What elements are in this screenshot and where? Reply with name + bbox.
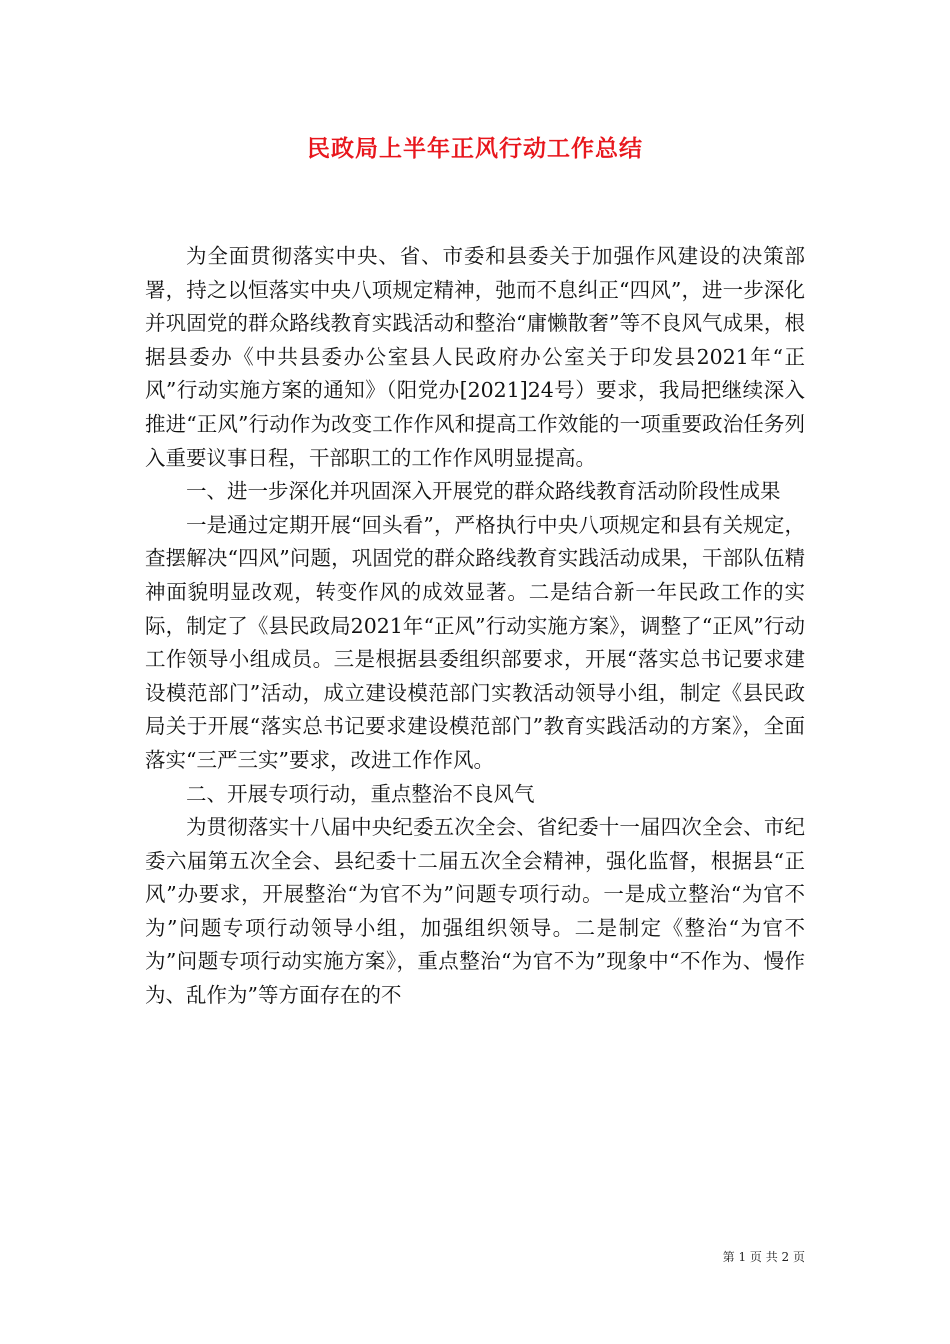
paragraph-intro: 为全面贯彻落实中央、省、市委和县委关于加强作风建设的决策部署，持之以恒落实中央八项规定精神，弛而不息纠正“四风”，进一步深化并巩固党的群众路线教育实践活动和整治“庸懒散奢”等不良风气成果，根据县委办《中共县委办公室县人民政府办公室关于印发县2021年“正风”行动实施方案的通知》（阳党办[2021]24号）要求，我局把继续深入推进“正风”行动作为改变工作作风和提高工作效能的一项重要政治任务列入重要议事日程，干部职工的工作作风明显提高。	[145, 244, 805, 470]
section-heading-1: 一、进一步深化并巩固深入开展党的群众路线教育活动阶段性成果	[186, 479, 781, 504]
document-title: 民政局上半年正风行动工作总结	[307, 135, 643, 162]
paragraph-section-1: 一是通过定期开展“回头看”，严格执行中央八项规定和县有关规定，查摆解决“四风”问题，巩固党的群众路线教育实践活动成果，干部队伍精神面貌明显改观，转变作风的成效显著。二是结合新一年民政工作的实际，制定了《县民政局2021年“正风”行动实施方案》，调整了“正风”行动工作领导小组成员。三是根据县委组织部要求，开展“落实总书记要求建设模范部门”活动，成立建设模范部门实教活动领导小组，制定《县民政局关于开展“落实总书记要求建设模范部门”教育实践活动的方案》，全面落实“三严三实”要求，改进工作作风。	[145, 512, 805, 772]
paragraph-section-2: 为贯彻落实十八届中央纪委五次全会、省纪委十一届四次全会、市纪委六届第五次全会、县纪委十二届五次全会精神，强化监督，根据县“正风”办要求，开展整治“为官不为”问题专项行动。一是成立整治“为官不为”问题专项行动领导小组，加强组织领导。二是制定《整治“为官不为”问题专项行动实施方案》，重点整治“为官不为”现象中“不作为、慢作为、乱作为”等方面存在的不	[145, 815, 805, 1008]
page-number: 第 1 页 共 2 页	[722, 1250, 805, 1264]
document-body	[145, 240, 805, 1013]
section-heading-2: 二、开展专项行动，重点整治不良风气	[186, 781, 535, 806]
